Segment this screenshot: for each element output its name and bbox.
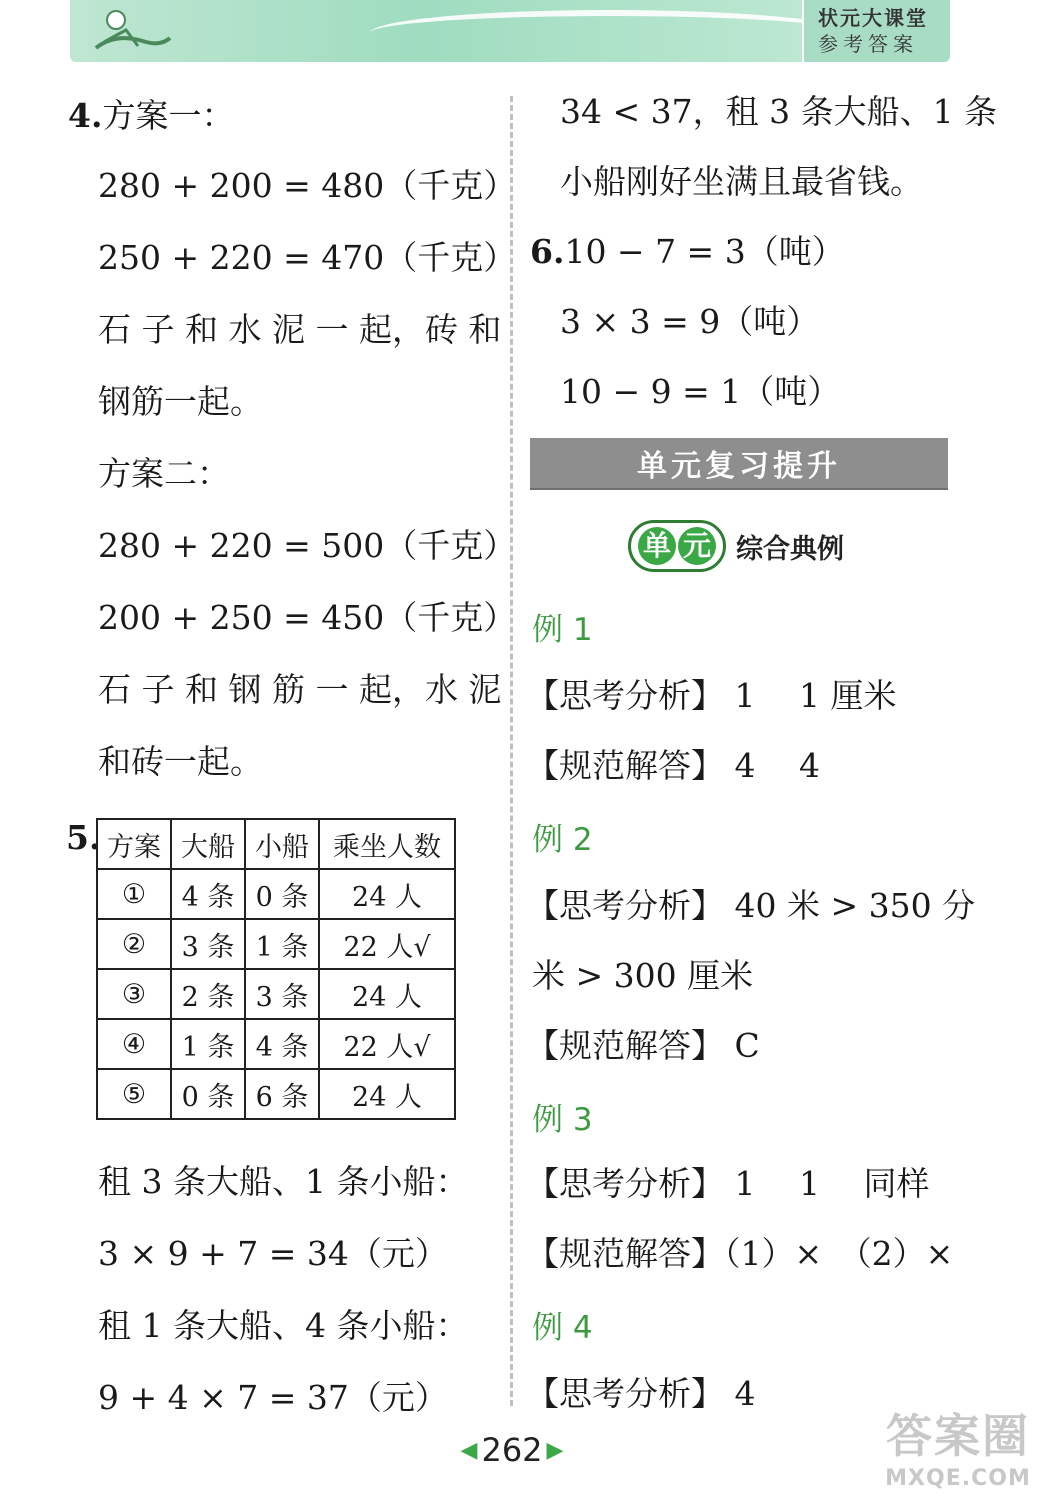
q4-line-4: 钢筋一起。 [98,382,263,421]
table-cell: 0 条 [245,869,319,919]
table-row [97,1019,455,1069]
section-title: 单元复习提升 [637,449,841,484]
example-3-answer: 【规范解答】（1）× （2）× [526,1234,954,1273]
q5-line-4: 9 + 4 × 7 = 37（元） [98,1378,448,1417]
q5-line-1: 租 3 条大船、1 条小船： [98,1162,469,1201]
table-cell: 2 条 [171,969,245,1019]
table-header-cell: 大船 [171,819,245,869]
q4-line-8: 石 子 和 钢 筋 一 起，水 泥 [98,670,502,709]
example-2-answer: 【规范解答】 C [526,1026,760,1065]
table-cell: 3 条 [245,969,319,1019]
section-title-bar [530,438,948,488]
table-row [97,919,455,969]
table-row [97,969,455,1019]
example-1-label: 例 1 [532,612,593,648]
table-cell: ⑤ [97,1069,171,1119]
q4-line-6: 280 + 220 = 500（千克） [98,526,517,565]
table-header-cell: 方案 [97,819,171,869]
table-cell: 22 人√ [319,919,455,969]
table-cell: ② [97,919,171,969]
q4-line-7: 200 + 250 = 450（千克） [98,598,517,637]
badge-title: 状元大课堂 [818,6,928,30]
q6-line-2: 3 × 3 = 9（吨） [560,302,820,341]
q6-line-3: 10 − 9 = 1（吨） [560,372,841,411]
table-cell: 4 条 [171,869,245,919]
q5-line-2: 3 × 9 + 7 = 34（元） [98,1234,448,1273]
table-cell: 4 条 [245,1019,319,1069]
q4-line-5: 方案二： [98,454,230,493]
column-divider [510,96,513,1406]
table-cell: ① [97,869,171,919]
example-3-label: 例 3 [532,1102,593,1138]
example-1-analysis: 【思考分析】 1 1 厘米 [526,676,897,715]
q5-cont-line-1: 34 < 37，租 3 条大船、1 条 [560,92,998,131]
example-2-analysis-cont: 米 > 300 厘米 [532,956,754,995]
q4-line-3: 石 子 和 水 泥 一 起，砖 和 [98,310,502,349]
example-2-analysis: 【思考分析】 40 米 > 350 分 [526,886,976,925]
table-cell: ④ [97,1019,171,1069]
table-header-cell: 小船 [245,819,319,869]
table-cell: 3 条 [171,919,245,969]
table-header-row [97,819,455,869]
example-1-answer: 【规范解答】 4 4 [526,746,820,785]
q5-line-3: 租 1 条大船、4 条小船： [98,1306,469,1345]
example-2-label: 例 2 [532,822,593,858]
table-cell: 24 人 [319,969,455,1019]
boat-plan-table [96,818,456,1120]
table-row [97,869,455,919]
page-number: ◀ 262 ▶ [460,1431,564,1469]
table-cell: 22 人√ [319,1019,455,1069]
question-5-number: 5. [66,818,101,857]
mascot-logo-icon [86,2,176,58]
table-cell: 0 条 [171,1069,245,1119]
table-cell: 24 人 [319,1069,455,1119]
q4-line-1: 280 + 200 = 480（千克） [98,166,517,205]
header-badge [802,0,950,62]
example-4-analysis: 【思考分析】 4 [526,1374,756,1413]
watermark: 答案圈 MXQE.COM [885,1409,1031,1491]
header-banner [70,0,950,62]
header-swoosh [370,10,850,56]
q4-line-2: 250 + 220 = 470（千克） [98,238,517,277]
table-cell: 6 条 [245,1069,319,1119]
table-cell: ③ [97,969,171,1019]
subsection-text: 综合典例 [736,533,844,565]
triangle-left-icon: ◀ [460,1437,478,1463]
table-header-cell: 乘坐人数 [319,819,455,869]
question-6-line-1: 6.10 − 7 = 3（吨） [530,232,845,271]
q4-line-9: 和砖一起。 [98,742,263,781]
q5-cont-line-2: 小船刚好坐满且最省钱。 [560,162,923,201]
badge-subtitle: 参考答案 [818,32,918,56]
subsection-title [628,520,844,572]
triangle-right-icon: ▶ [546,1437,564,1463]
table-cell: 24 人 [319,869,455,919]
table-cell: 1 条 [171,1019,245,1069]
table-row [97,1069,455,1119]
example-3-analysis: 【思考分析】 1 1 同样 [526,1164,930,1203]
unit-pill-badge: 单 元 [628,520,726,572]
table-cell: 1 条 [245,919,319,969]
example-4-label: 例 4 [532,1310,593,1346]
question-4-heading: 4.方案一： [68,96,235,135]
